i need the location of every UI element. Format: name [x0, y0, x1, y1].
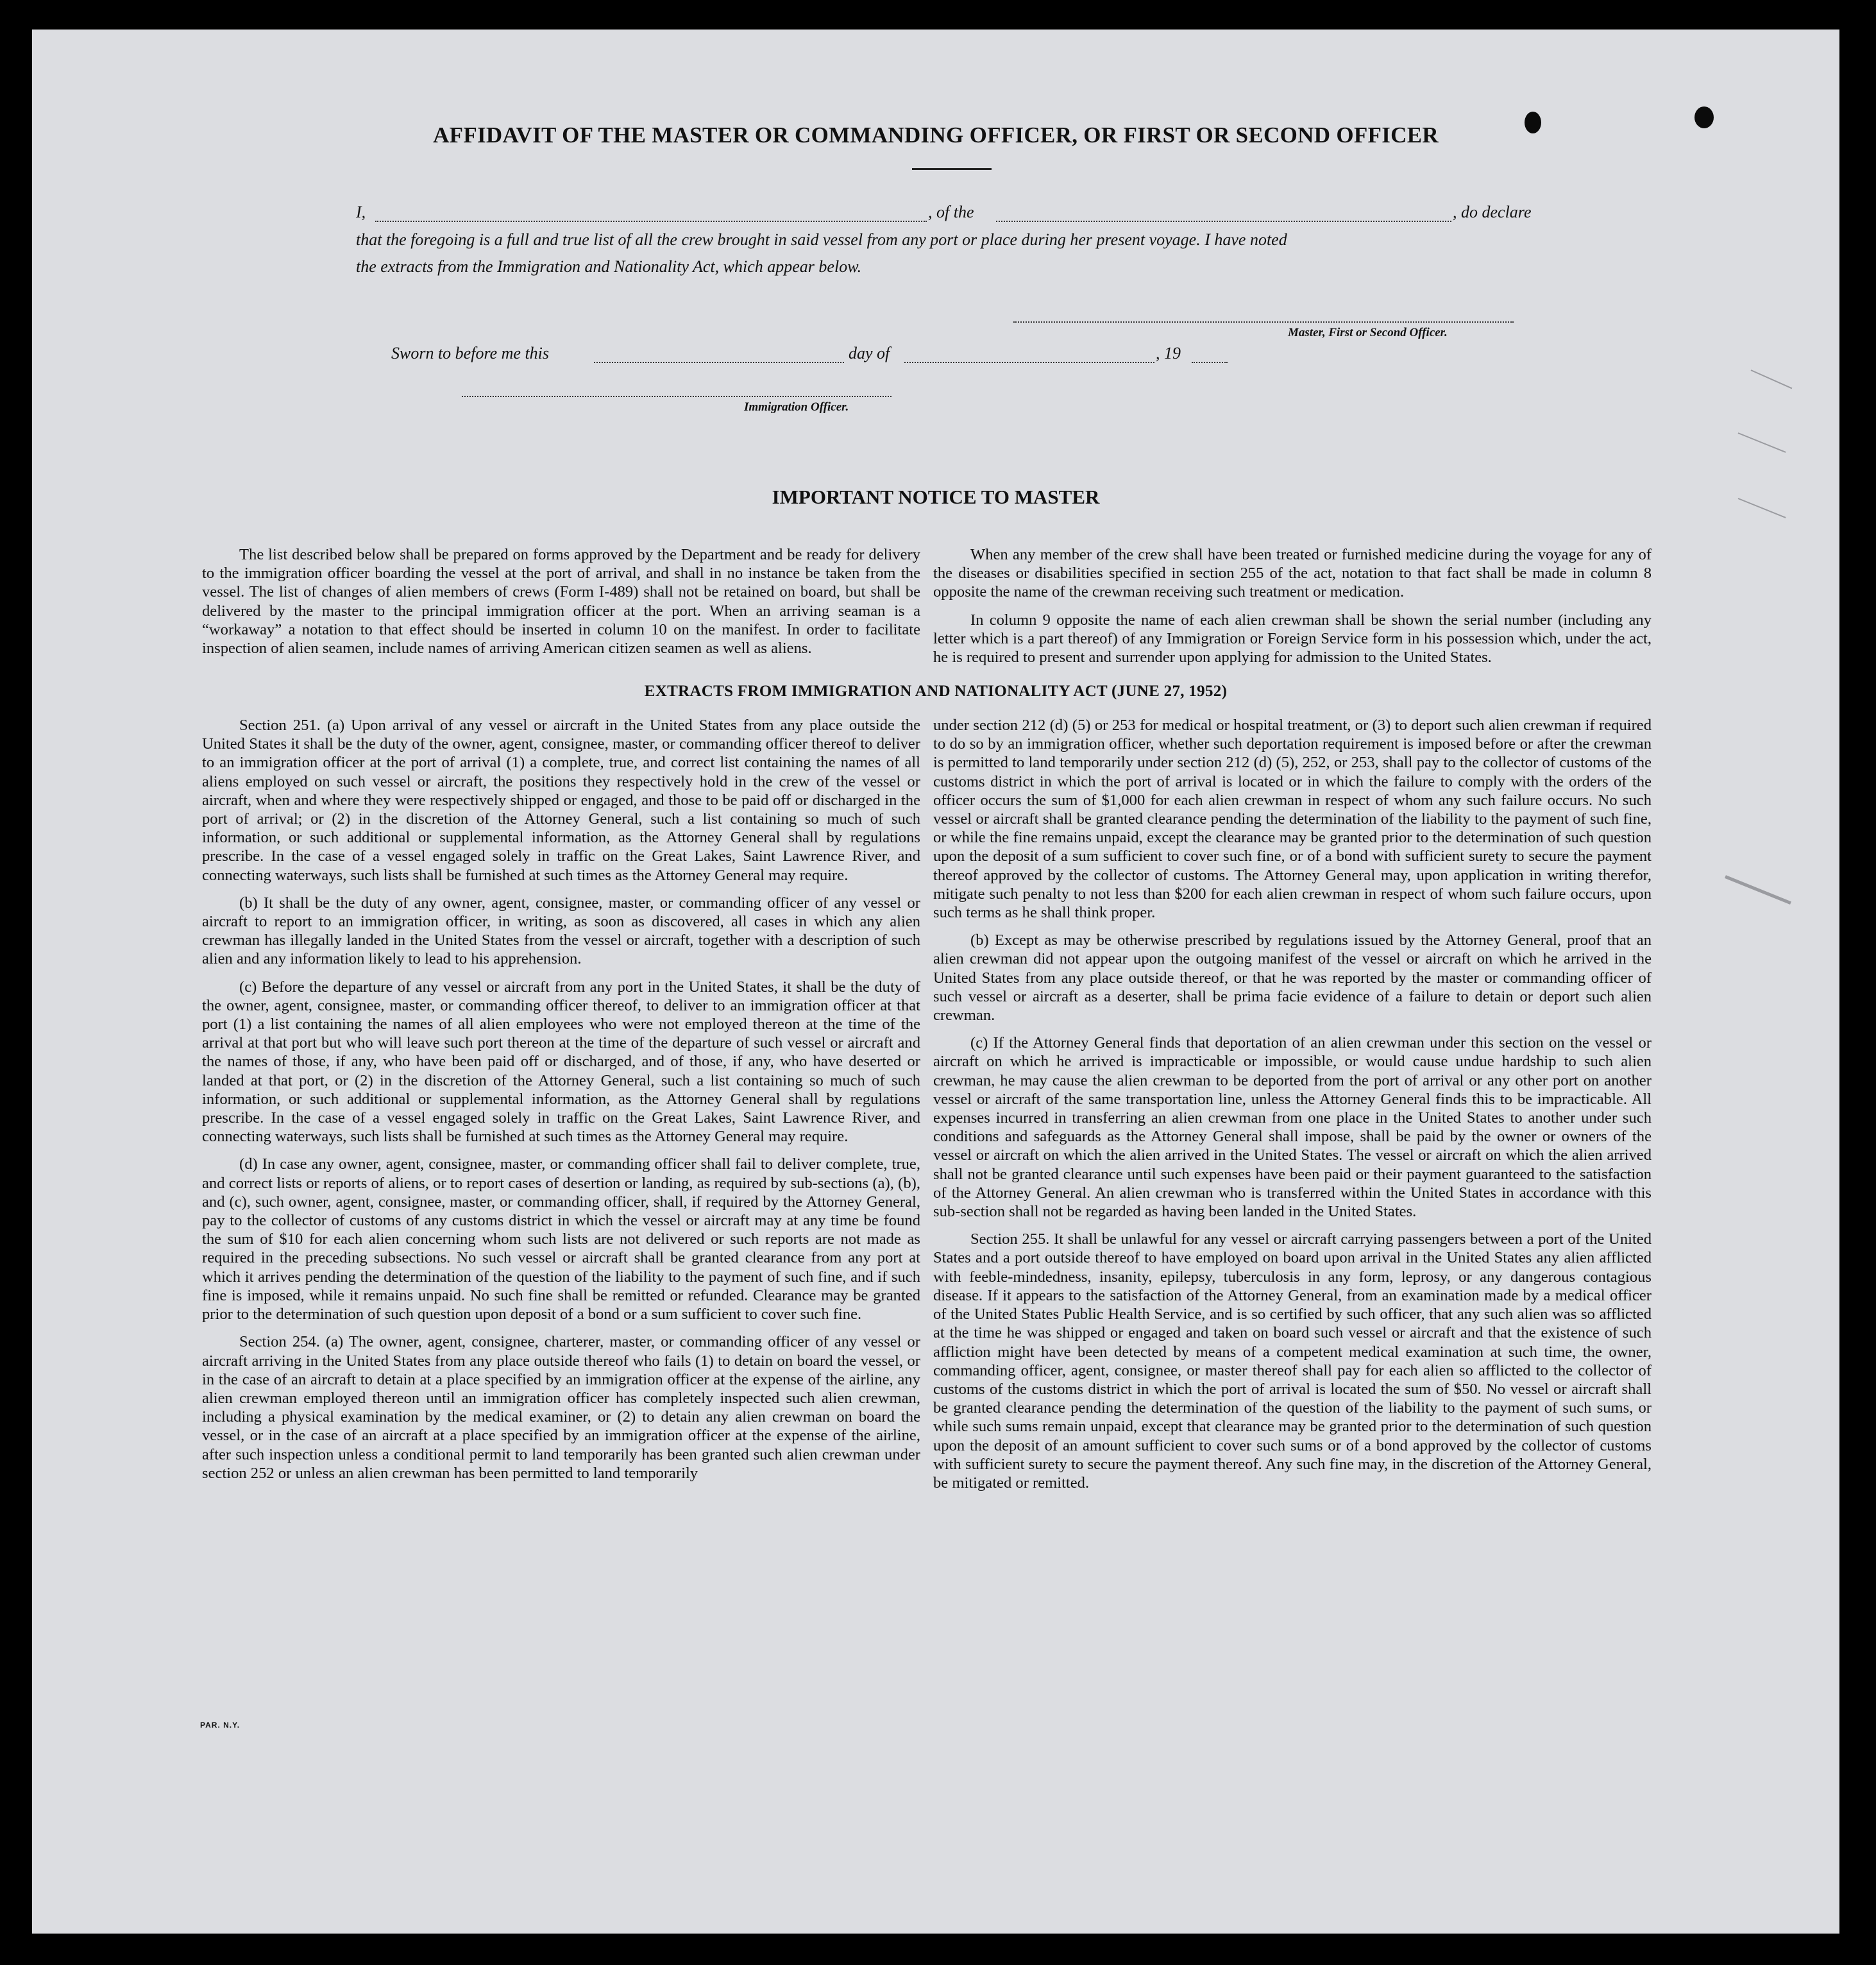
scan-mark	[1751, 370, 1793, 389]
sworn-day-field[interactable]	[594, 362, 844, 363]
sworn-year-field[interactable]	[1192, 362, 1228, 363]
extracts-title: EXTRACTS FROM IMMIGRATION AND NATIONALITY ACT (JUNE 27, 1952)	[644, 683, 1228, 700]
title-rule	[912, 168, 992, 170]
do-declare-label: , do declare	[1453, 203, 1532, 221]
scan-mark	[1725, 875, 1791, 905]
notice-paragraph: The list described below shall be prepared on forms approved by the Department and be ready for delivery to the immigration officer boarding the vessel at the port of arrival, and shall in no instance be taken from the vessel. The list of changes of alien members of crews (Form I-489) shall not be retained on board, but shall be delivered by the master to the principal immigration officer at the port. When an arriving seaman is a “workaway” a notation to that effect should be inserted in column 10 on the manifest. In order to facilitate inspection of alien seamen, include names of arriving American citizen seamen as well as aliens.	[202, 546, 920, 658]
year-label: , 19	[1156, 344, 1181, 362]
sworn-line	[391, 344, 1289, 367]
day-of-label: day of	[849, 344, 890, 362]
extracts-left-column	[202, 716, 920, 1492]
scan-mark	[1738, 432, 1786, 453]
notice-left-column	[202, 545, 920, 667]
section-251-b: (b) It shall be the duty of any owner, agent, consignee, master, or commanding officer of any vessel or aircraft to report to an immigration officer, in writing, as soon as discovered, all cases in which any alien crewman has illegally landed in the United States from the vessel or aircraft, together with a description of such alien and any information likely to lead to his apprehension.	[202, 894, 920, 968]
section-254-a: Section 254. (a) The owner, agent, consignee, charterer, master, or commanding officer of any vessel or aircraft arriving in the United States from any place outside thereof who fails (1) to detain on board the vessel, or in the case of an aircraft to detain at a place specified by an immigration officer at the expense of the airline, any alien crewman employed thereon until an immigration officer has completely inspected such alien crewman, including a physical examination by the medical examiner, or (2) to detain any alien crewman on board the vessel, or in the case of an aircraft at a place specified by an immigration officer at the expense of the airline, after such inspection unless a conditional permit to land temporarily has been granted such alien crewman under section 252 or unless an alien crewman has been permitted to land temporarily	[202, 1333, 920, 1482]
notice-paragraph: When any member of the crew shall have been treated or furnished medicine during the voyage for any of the diseases or disabilities specified in section 255 of the act, notation to that fact shall be made in column 8 opposite the name of the crewman receiving such treatment or medication.	[933, 546, 1652, 601]
vessel-field[interactable]	[996, 221, 1451, 222]
notice-right-column	[933, 545, 1652, 676]
of-the-label: , of the	[928, 203, 974, 221]
notice-title: IMPORTANT NOTICE TO MASTER	[772, 486, 1100, 508]
section-254-b: (b) Except as may be otherwise prescribed by regulations issued by the Attorney General, proof that an alien crewman did not appear upon the outgoing manifest of the vessel or aircraft on which he arrived in the United States from any place outside thereof, or that he was reported by the master or commanding officer of such vessel or aircraft as a deserter, shall be prima facie evidence of a failure to detain or deport such alien crewman.	[933, 931, 1652, 1025]
section-254-a-continued: under section 212 (d) (5) or 253 for medical or hospital treatment, or (3) to deport such alien crewman if required to do so by an immigration officer, whether such deportation requirement is imposed before or after the crewman is permitted to land temporarily under section 212 (d) (5), 252, or 253, shall pay to the collector of customs of the customs district in which the port of arrival is located or in which the failure to comply with the orders of the officer occurs the sum of $1,000 for each alien crewman in respect of whom any such failure occurs. No such vessel or aircraft shall be granted clearance pending the determination of the liability to the payment of such fine, or while the fine remains unpaid, except the clearance may be granted prior to the determination of such question upon the deposit of a sum sufficient to cover such fine, or of a bond with sufficient surety to secure the payment thereof approved by the collector of customs. The Attorney General may, upon application in writing therefor, mitigate such penalty to not less than $200 for each alien crewman in respect of whom such failure occurs, upon such terms as he shall think proper.	[933, 717, 1652, 922]
section-251-d: (d) In case any owner, agent, consignee, master, or commanding officer shall fail to deliver complete, true, and correct lists or reports of aliens, or to report cases of desertion or landing, as required by sub-sections (a), (b), and (c), such owner, agent, consignee, master, or commanding officer, shall, if required by the Attorney General, pay to the collector of customs of any customs district in which the vessel or aircraft may at any time be found the sum of $10 for each alien concerning whom such lists are not delivered or such reports are not made as required in the preceding subsections. No such vessel or aircraft shall be granted clearance from any port at which it arrives pending the determination of the question of the liability to the payment of such fine, and if such fine is imposed, while it remains unpaid. No such fine shall be remitted or refunded. Clearance may be granted prior to the determination of such question upon deposit of a bond or a sum sufficient to cover such fine.	[202, 1155, 920, 1323]
sworn-label: Sworn to before me this	[391, 344, 550, 362]
section-255: Section 255. It shall be unlawful for any vessel or aircraft carrying passengers between a port of the United States and a port outside thereof to have employed on board upon arrival in the United States any alien afflicted with feeble-mindedness, insanity, epilepsy, tuberculosis in any form, leprosy, or any dangerous contagious disease. If it appears to the satisfaction of the Attorney General, from an examination made by a medical officer of the United States Public Health Service, and is so certified by such officer, that any such alien was so afflicted at the time he was shipped or engaged and taken on board such vessel or aircraft and that the existence of such affliction might have been detected by means of a competent medical examination at such time, the owner, commanding officer, agent, consignee, or master thereof shall pay for each alien so afflicted to the collector of customs of the customs district in which the port of arrival is located the sum of $50. No vessel or aircraft shall be granted clearance pending the determination of the question of the liability to the payment of such sums, or while such sums remain unpaid, except that clearance may be granted prior to the determination of such question upon the deposit of an amount sufficient to cover such sums or of a bond approved by the collector of customs with sufficient surety to secure the payment thereof. Any such fine may, in the discretion of the Attorney General, be mitigated or remitted.	[933, 1230, 1652, 1492]
form-page	[32, 30, 1839, 1934]
officer-signature-label: Immigration Officer.	[744, 400, 849, 414]
i-label: I,	[356, 203, 366, 221]
officer-signature-field[interactable]	[462, 396, 892, 397]
sworn-month-field[interactable]	[904, 362, 1154, 363]
notice-paragraph: In column 9 opposite the name of each alien crewman shall be shown the serial number (including any letter which is a part thereof) of any Immigration or Foreign Service form in his possession which, under the act, he is required to present and surrender upon applying for admission to the United States.	[933, 611, 1652, 667]
section-251-c: (c) Before the departure of any vessel or aircraft from any port in the United States, it shall be the duty of the owner, agent, consignee, master, or commanding officer thereof, to deliver to an immigration officer at that port (1) a list containing the names of all alien employees who were not employed thereon at the time of the arrival at that port but who will leave such port thereon at the time of the departure of such vessel or aircraft and the names of those, if any, who have been paid off or discharged, and of those, if any, who have deserted or landed at that port, or (2) in the discretion of the Attorney General, such a list containing so much of such information, or such additional or supplemental information, as the Attorney General shall by regulations prescribe. In the case of a vessel engaged solely in traffic on the Great Lakes, Saint Lawrence River, and connecting waterways, such lists shall be furnished at such times as the Attorney General may require.	[202, 978, 920, 1146]
master-signature-label: Master, First or Second Officer.	[1288, 326, 1448, 339]
section-254-c: (c) If the Attorney General finds that deportation of an alien crewman under this section on the vessel or aircraft on which he arrived is impracticable or impossible, or would cause undue hardship to such alien crewman, he may cause the alien crewman to be deported from the port of arrival or any other port on another vessel or aircraft of the same transportation line, unless the Attorney General finds this to be impracticable. All expenses incurred in transferring an alien crewman from one place in the United States to another under such conditions and safeguards as the Attorney General shall impose, shall be paid by the owner or owners of the vessel or aircraft on which the alien arrived in the United States. The vessel or aircraft on which the alien arrived shall not be granted clearance until such expenses have been paid or their payment guaranteed to the satisfaction of the Attorney General. An alien crewman who is transferred within the United States in accordance with this sub-section shall not be regarded as having been landed in the United States.	[933, 1034, 1652, 1221]
declaration-line-2: that the foregoing is a full and true list of all the crew brought in said vessel from any port or place during her present voyage. I have noted	[356, 230, 1287, 249]
section-251-a: Section 251. (a) Upon arrival of any vessel or aircraft in the United States from any place outside the United States it shall be the duty of the owner, agent, consignee, master, or commanding officer thereof to deliver to an immigration officer at the port of arrival (1) a complete, true, and correct list containing the names of all aliens employed on such vessel or aircraft, the positions they respectively hold in the crew of the vessel or aircraft, when and where they were respectively shipped or engaged, and those to be paid off or discharged in the port of arrival; or (2) in the discretion of the Attorney General, such a list containing so much of such information, or such additional or supplemental information, as the Attorney General shall by regulations prescribe. In the case of a vessel engaged solely in traffic on the Great Lakes, Saint Lawrence River, and connecting waterways, such lists shall be furnished at such times as the Attorney General may require.	[202, 717, 920, 884]
master-signature-field[interactable]	[1013, 321, 1514, 323]
printer-mark: PAR. N.Y.	[200, 1721, 241, 1730]
declaration-line-1	[356, 203, 1555, 226]
affidavit-title: AFFIDAVIT OF THE MASTER OR COMMANDING OFFICER, OR FIRST OR SECOND OFFICER	[433, 123, 1439, 148]
extracts-right-column	[933, 716, 1652, 1501]
declaration-line-3: the extracts from the Immigration and Nationality Act, which appear below.	[356, 257, 862, 276]
name-field[interactable]	[375, 221, 927, 222]
